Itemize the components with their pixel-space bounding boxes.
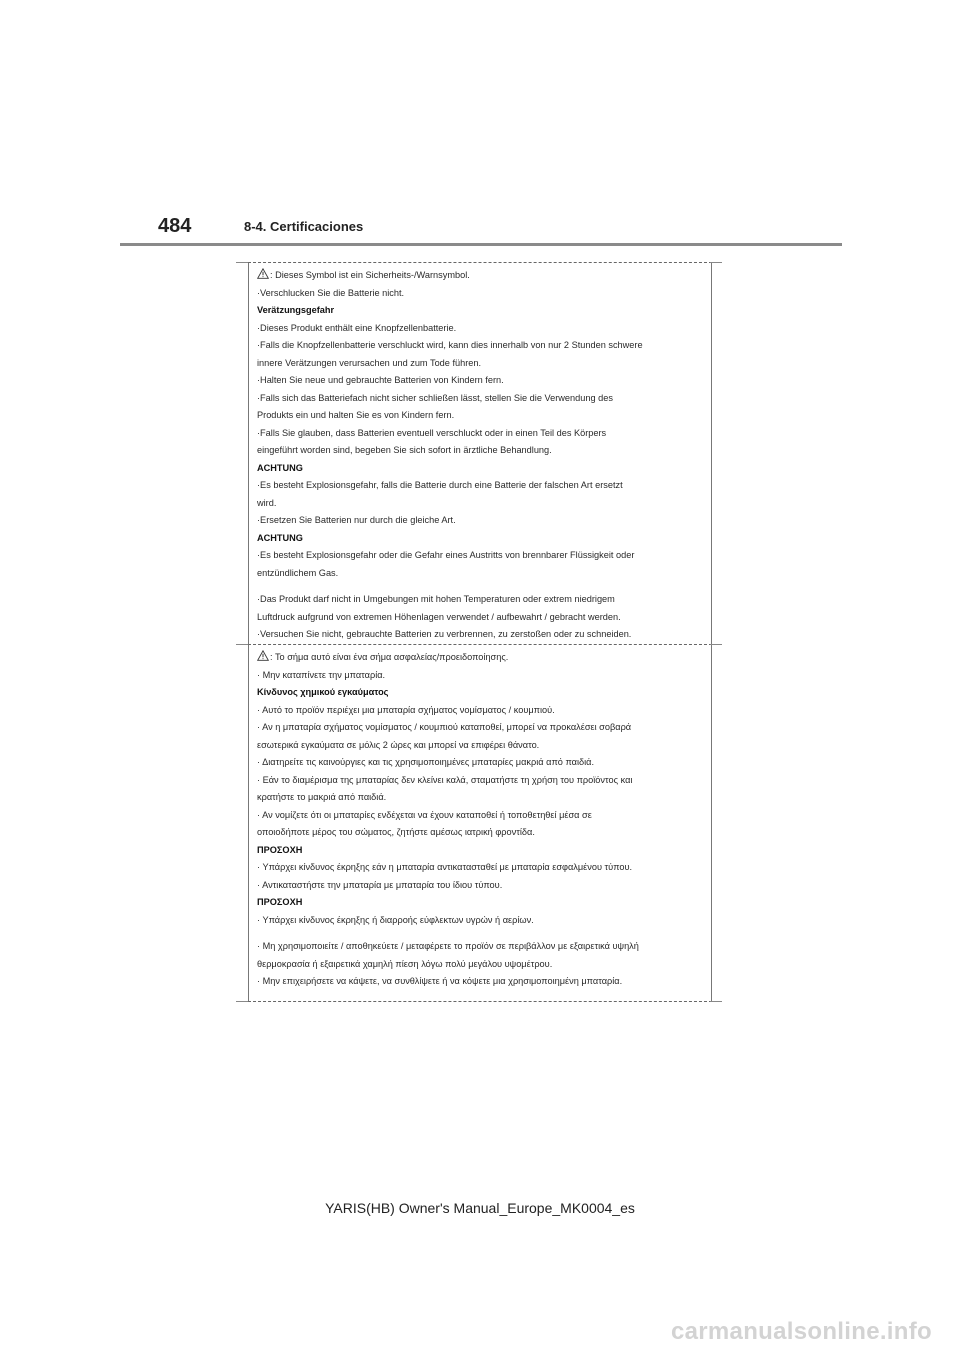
label-line: · Υπάρχει κίνδυνος έκρηξης εάν η μπαταρία αντικατασταθεί με μπαταρία εσφαλμένου τύπου. [257,862,633,872]
label-line: · Διατηρείτε τις καινούργιες και τις χρησιμοποιημένες μπαταρίες μακριά από παιδιά. [257,757,595,767]
german-warning-label [248,262,712,647]
label-line: κρατήστε το μακριά από παιδιά. [257,792,387,802]
label-corner-mark [710,644,722,645]
label-line: · Αν η μπαταρία σχήματος νομίσματος / κουμπιού καταποθεί, μπορεί να προκαλέσει σοβαρά [257,722,632,732]
label-line: ·Es besteht Explosionsgefahr oder die Gefahr eines Austritts von brennbarer Flüssigkeit oder [257,550,635,560]
symbol-description: : Το σήμα αυτό είναι ένα σήμα ασφαλείας/προειδοποίησης. [270,652,509,662]
label-line: innere Verätzungen verursachen und zum Tode führen. [257,357,482,368]
manual-footer: YARIS(HB) Owner's Manual_Europe_MK0004_es [325,1200,635,1216]
label-line: οποιοδήποτε μέρος του σώματος, ζητήστε αμέσως ιατρική φροντίδα. [257,827,535,837]
label-line: · Υπάρχει κίνδυνος έκρηξης ή διαρροής εύφλεκτων υγρών ή αερίων. [257,914,534,925]
warning-heading: Verätzungsgefahr [257,305,335,315]
label-line: · Μην επιχειρήσετε να κάψετε, να συνθλίψετε ή να κόψετε μια χρησιμοποιημένη μπαταρία. [257,976,623,986]
label-line: ·Falls sich das Batteriefach nicht sicher schließen lässt, stellen Sie die Verwendung des [257,392,613,403]
label-line: · Αν νομίζετε ότι οι μπαταρίες ενδέχεται να έχουν καταποθεί ή τοποθετηθεί μέσα σε [257,809,592,820]
label-line: ·Verschlucken Sie die Batterie nicht. [257,287,405,298]
label-line: θερμοκρασία ή εξαιρετικά χαμηλή πίεση λόγω πολύ μεγάλου υψομέτρου. [257,958,553,969]
label-line: entzündlichem Gas. [257,567,339,578]
warning-heading: ACHTUNG [257,532,303,543]
label-line: ·Falls Sie glauben, dass Batterien eventuell verschluckt oder in einen Teil des Körpers [257,427,607,438]
label-line [257,267,711,285]
warning-heading: Κίνδυνος χημικού εγκαύματος [257,687,389,697]
warning-heading: ACHTUNG [257,462,303,473]
label-corner-mark [710,262,722,263]
label-line: ·Dieses Produkt enthält eine Knopfzellenbatterie. [257,322,457,333]
warning-heading: ΠΡΟΣΟΧΗ [257,897,303,907]
warning-heading: ΠΡΟΣΟΧΗ [257,844,303,855]
label-line: ·Es besteht Explosionsgefahr, falls die Batterie durch eine Batterie der falschen Art ersetzt [257,480,623,490]
label-line: · Μη χρησιμοποιείτε / αποθηκεύετε / μεταφέρετε το προϊόν σε περιβάλλον με εξαιρετικά υψηλή [257,941,639,951]
label-corner-mark [236,644,248,645]
label-line: ·Ersetzen Sie Batterien nur durch die gleiche Art. [257,515,456,525]
label-line: · Μην καταπίνετε την μπαταρία. [257,669,386,680]
label-corner-mark [236,1001,248,1002]
german-label-text [249,263,711,644]
label-line: Produkts ein und halten Sie es von Kindern fern. [257,410,455,420]
page-header [0,0,960,260]
label-line: · Αντικαταστήστε την μπαταρία με μπαταρία του ίδιου τύπου. [257,879,503,890]
label-line: εσωτερικά εγκαύματα σε μόλις 2 ώρες και μπορεί να επιφέρει θάνατο. [257,739,540,750]
symbol-description: : Dieses Symbol ist ein Sicherheits-/Warnsymbol. [270,270,470,280]
label-line: ·Halten Sie neue und gebrauchte Batterien von Kindern fern. [257,375,504,385]
label-line: ·Falls die Knopfzellenbatterie verschluckt wird, kann dies innerhalb von nur 2 Stunden schwere [257,340,643,350]
warning-triangle-icon [257,650,269,661]
label-line [257,649,711,667]
label-corner-mark [710,1001,722,1002]
paragraph-gap [257,929,711,938]
paragraph-gap [257,582,711,591]
label-line: ·Das Produkt darf nicht in Umgebungen mit hohen Temperaturen oder extrem niedrigem [257,594,615,604]
warning-triangle-icon [257,268,269,279]
label-line: · Αυτό το προϊόν περιέχει μια μπαταρία σχήματος νομίσματος / κουμπιού. [257,704,555,715]
label-line: Luftdruck aufgrund von extremen Höhenlagen verwendet / aufbewahrt / gebracht werden. [257,611,621,622]
header-divider [120,243,842,246]
greek-warning-label [248,644,712,1002]
label-line: · Εάν το διαμέρισμα της μπαταρίας δεν κλείνει καλά, σταματήστε τη χρήση του προϊόντος και [257,774,633,785]
section-title: 8-4. Certificaciones [244,219,364,234]
label-line: eingeführt worden sind, begeben Sie sich sofort in ärztliche Behandlung. [257,445,552,455]
watermark: carmanualsonline.info [670,1318,932,1345]
label-line: wird. [257,497,277,508]
page-number: 484 [158,215,192,237]
greek-label-text [249,645,711,991]
label-corner-mark [236,262,248,263]
label-line: ·Versuchen Sie nicht, gebrauchte Batterien zu verbrennen, zu zerstoßen oder zu schneiden. [257,629,632,639]
